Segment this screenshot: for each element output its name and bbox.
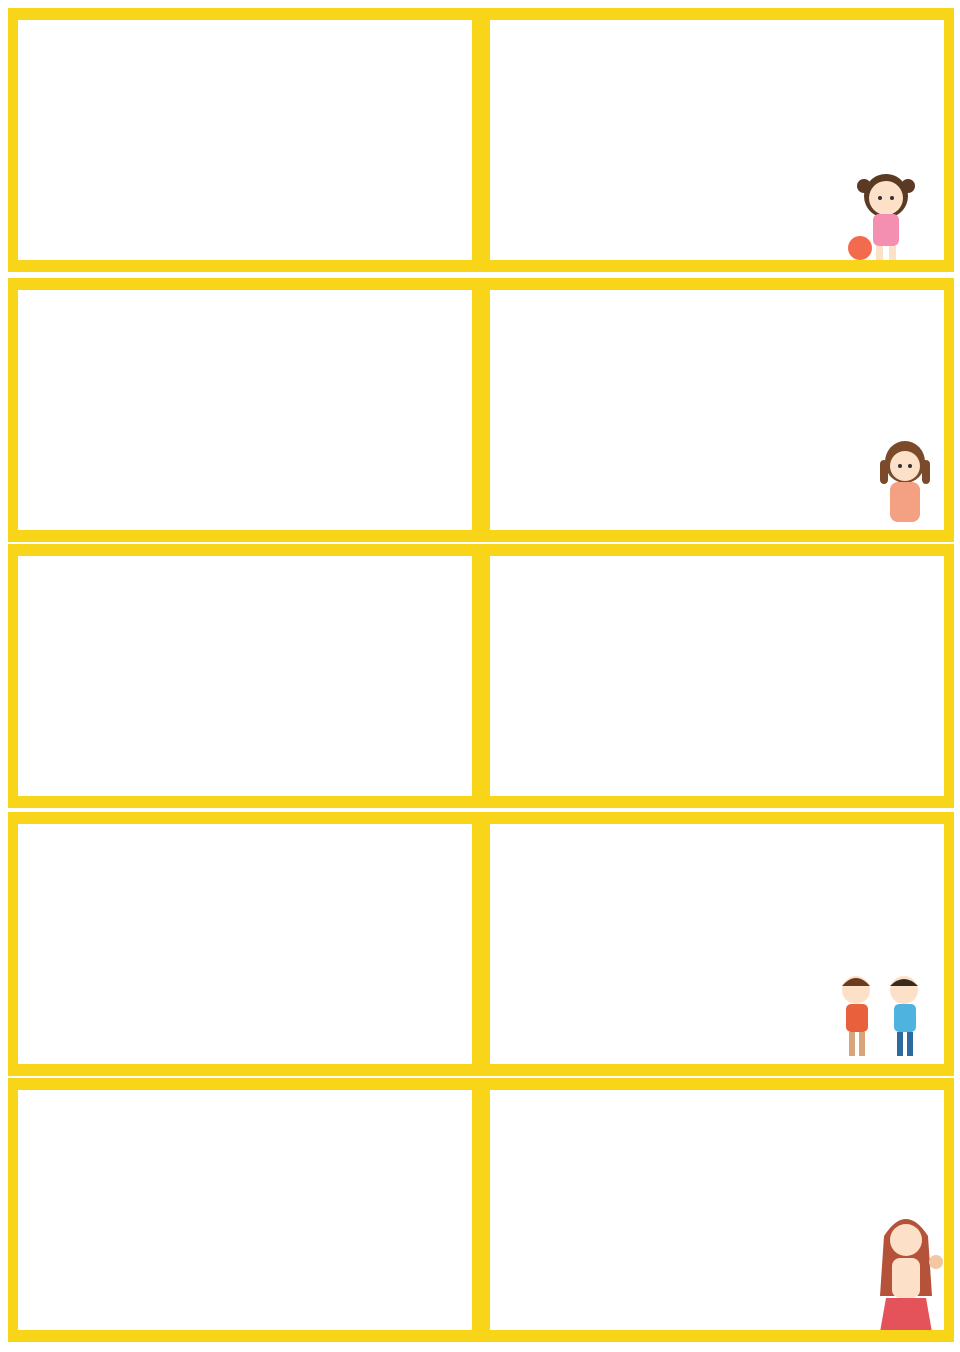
woman-illustration [866,1206,944,1330]
slide-content [490,824,944,1064]
girl-illustration [846,158,926,260]
slide-5-antonyms [8,544,482,808]
slide-10-idioms [480,1078,954,1342]
girl-illustration [870,430,940,530]
slide-7-radicals [8,812,482,1076]
kids-illustration [826,964,936,1064]
slide-content [490,20,944,260]
slide-content [490,556,944,796]
slide-3-word-accumulation [8,278,482,542]
slide-4-synonyms [480,278,954,542]
slide-8-odd-one-out [480,812,954,1076]
slide-content [18,1090,472,1330]
slide-6-collocations [480,544,954,808]
slide-content [18,290,472,530]
slide-content [18,824,472,1064]
slide-1-pinyin [8,8,482,272]
slide-content [18,20,472,260]
slide-content [490,290,944,530]
line-4 [84,1248,104,1264]
slide-content [490,1090,944,1330]
slide-content [18,556,472,796]
slide-2-polyphonic [480,8,954,272]
slide-9-conjunctions [8,1078,482,1342]
